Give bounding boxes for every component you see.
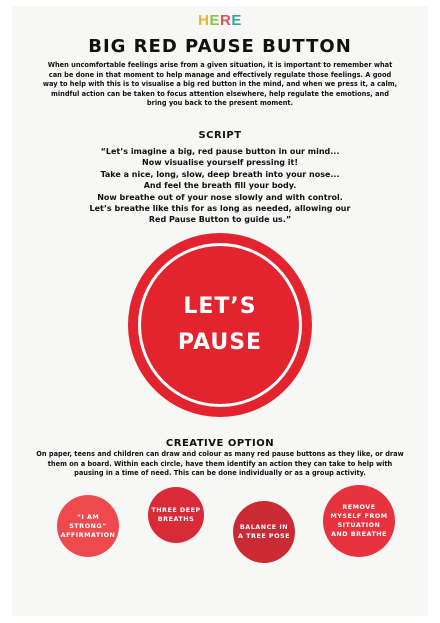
example-button-line: AFFIRMATION — [60, 530, 116, 539]
script-heading: SCRIPT — [198, 130, 242, 141]
example-button-deep-breaths — [148, 487, 204, 543]
example-button-line: MYSELF FROM — [330, 512, 388, 520]
intro-paragraph: When uncomfortable feelings arise from a given situation, it is important to remember what can be done in that moment to help manage and effectively regulate those feelings. A good way to help with this is to visualise a big red button in the mind, and when we press it, a calm, mindful action can be taken to focus attention elsewhere, help regulate the emotions, and bring you back to the present moment. — [42, 61, 398, 108]
script-line: “Let’s imagine a big, red pause button in our mind... — [100, 147, 340, 156]
logo-letter: E — [231, 12, 242, 29]
script-line: Red Pause Button to guide us.” — [148, 215, 292, 225]
example-button-line: AND BREATHE — [330, 530, 387, 538]
example-button-line: “I AM — [76, 512, 100, 521]
script-line: Let’s breathe like this for as long as needed, allowing our — [89, 204, 351, 214]
pause-button-line: LET’S — [183, 294, 257, 319]
script-line: Now breathe out of your nose slowly and with control. — [97, 192, 343, 202]
creative-heading: CREATIVE OPTION — [165, 438, 275, 449]
example-button-line: BALANCE IN — [239, 523, 289, 531]
example-button-line: SITUATION — [337, 521, 381, 529]
logo-letter: R — [220, 12, 232, 29]
example-button-line: BREATHS — [157, 515, 195, 523]
example-button-tree-pose — [233, 501, 295, 563]
script-line: Now visualise yourself pressing it! — [142, 158, 298, 168]
script-text — [52, 146, 388, 226]
example-button-remove-myself — [323, 485, 395, 557]
pause-button-label — [128, 289, 312, 361]
example-button-line: REMOVE — [342, 503, 376, 511]
creative-paragraph: On paper, teens and children can draw and colour as many red pause buttons as they like, or draw them on a board. Within each circle, have them identify an action they can take to help with pausing in a time of need. This can be done individually or as a group activity. — [36, 450, 404, 478]
example-button-affirmation — [57, 495, 119, 557]
page-title: BIG RED PAUSE BUTTON — [88, 36, 352, 57]
big-red-pause-button — [128, 233, 312, 417]
example-button-line: STRONG” — [69, 521, 107, 530]
logo-letter: H — [198, 12, 210, 29]
logo-letter: E — [209, 12, 220, 29]
pause-button-line: PAUSE — [177, 330, 263, 355]
script-line: Take a nice, long, slow, deep breath into your nose... — [100, 169, 340, 179]
here-logo — [12, 12, 428, 29]
example-button-line: THREE DEEP — [151, 506, 201, 514]
page — [12, 6, 428, 616]
script-line: And feel the breath fill your body. — [143, 181, 297, 191]
example-button-line: A TREE POSE — [238, 532, 290, 540]
